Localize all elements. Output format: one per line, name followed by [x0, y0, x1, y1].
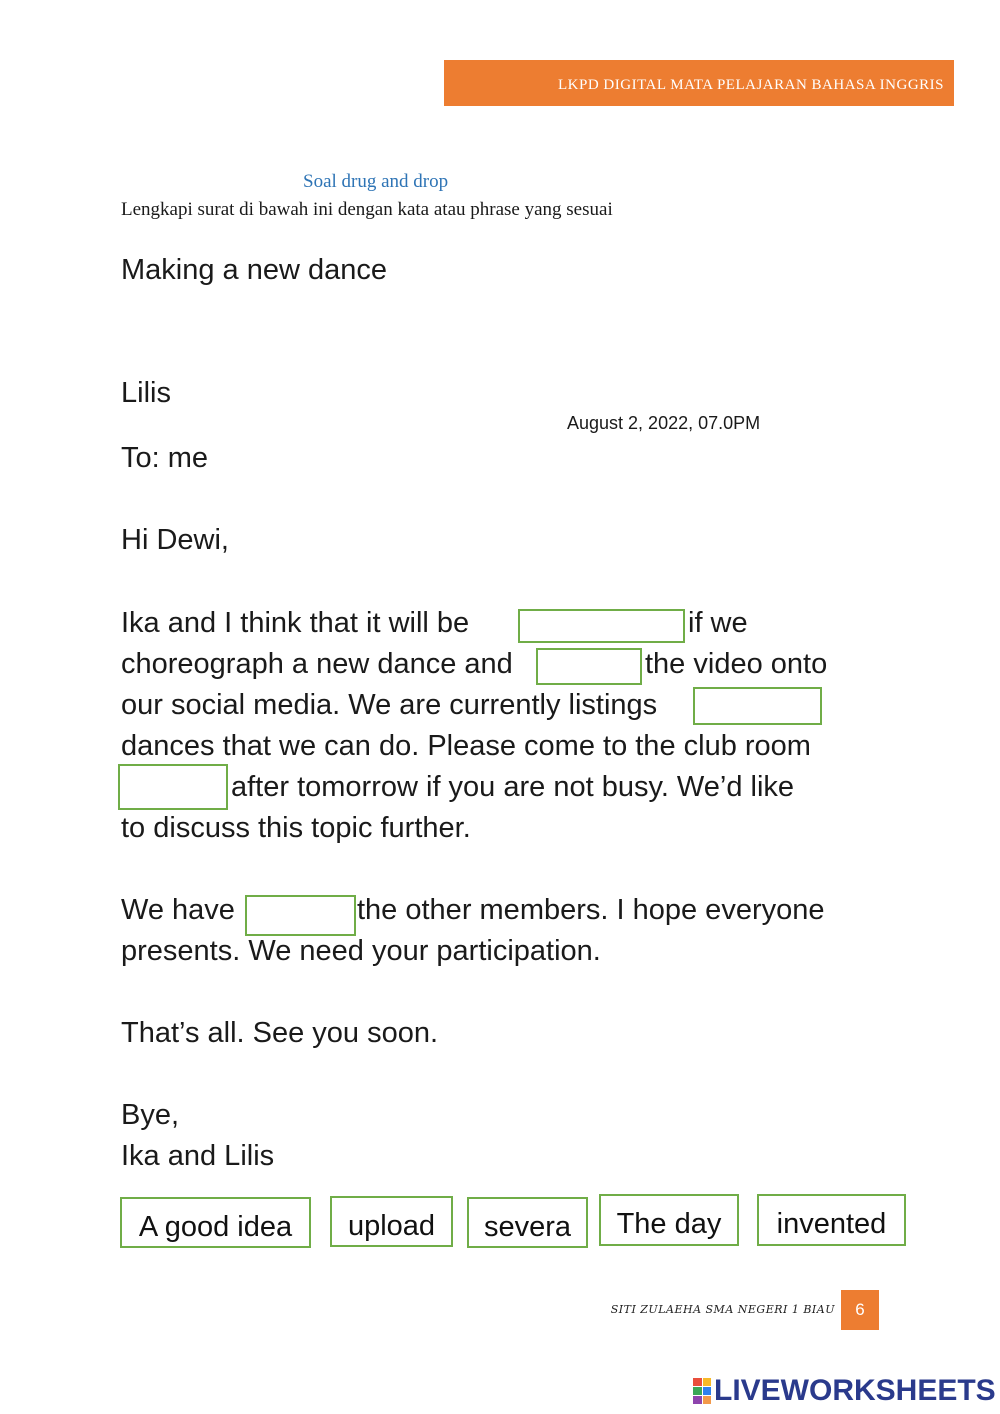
answer-drop-box-2[interactable]: [536, 648, 642, 685]
letter-greeting: Hi Dewi,: [121, 524, 229, 556]
liveworksheets-logo: [693, 1374, 996, 1408]
answer-option-chip[interactable]: severa: [467, 1197, 588, 1248]
letter-text: dances that we can do. Please come to the club room: [121, 730, 811, 762]
letter-text: our social media. We are currently listings: [121, 689, 658, 721]
letter-sender: Lilis: [121, 377, 171, 409]
answer-drop-box-5[interactable]: [245, 895, 356, 936]
liveworksheets-wordmark: LIVEWORKSHEETS: [714, 1374, 996, 1407]
answer-option-chip[interactable]: invented: [757, 1194, 906, 1246]
letter-text: the other members. I hope everyone: [357, 894, 825, 926]
answer-drop-box-3[interactable]: [693, 687, 822, 725]
letter-signature: Ika and Lilis: [121, 1140, 275, 1172]
answer-drop-box-4[interactable]: [118, 764, 228, 810]
letter-text: Ika and I think that it will be: [121, 607, 470, 639]
answer-option-chip[interactable]: The day: [599, 1194, 739, 1246]
page-number-badge: 6: [841, 1290, 879, 1330]
letter-title: Making a new dance: [121, 254, 387, 286]
answer-drop-box-1[interactable]: [518, 609, 685, 643]
liveworksheets-icon: [693, 1378, 711, 1404]
letter-text: That’s all. See you soon.: [121, 1017, 439, 1049]
answer-option-chip[interactable]: A good idea: [120, 1197, 311, 1248]
letter-text: choreograph a new dance and: [121, 648, 513, 680]
letter-recipient: To: me: [121, 442, 209, 474]
footer-author: SITI ZULAEHA SMA NEGERI 1 BIAU: [610, 1303, 835, 1316]
letter-text: after tomorrow if you are not busy. We’d like: [231, 771, 795, 803]
letter-closing: Bye,: [121, 1099, 180, 1131]
letter-date: August 2, 2022, 07.0PM: [567, 413, 761, 433]
letter-text: We have: [121, 894, 235, 926]
letter-text: to discuss this topic further.: [121, 812, 471, 844]
letter-text: presents. We need your participation.: [121, 935, 601, 967]
answer-option-chip[interactable]: upload: [330, 1196, 453, 1247]
header-banner-text: LKPD DIGITAL MATA PELAJARAN BAHASA INGGRIS: [558, 77, 944, 93]
worksheet-instruction: Lengkapi surat di bawah ini dengan kata atau phrase yang sesuai: [121, 199, 613, 220]
letter-text: the video onto: [645, 648, 828, 680]
worksheet-subtitle: Soal drug and drop: [303, 171, 449, 192]
letter-text: if we: [688, 607, 748, 639]
